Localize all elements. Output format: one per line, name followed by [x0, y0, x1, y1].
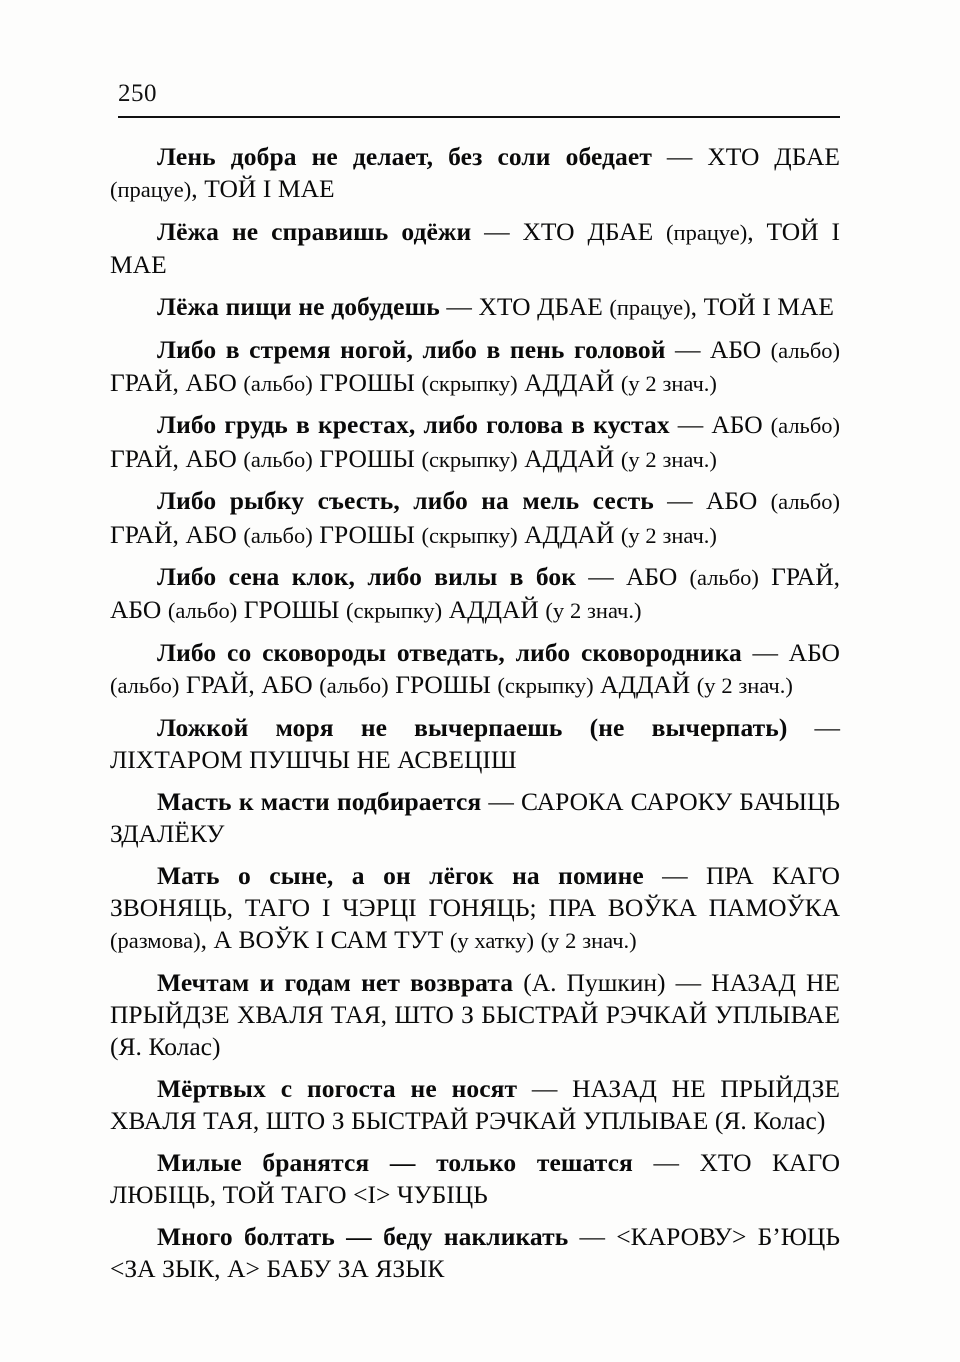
entry-dash: — — [741, 638, 789, 668]
russian-proverb: Лень добра не делает, без соли обедает — [157, 142, 652, 171]
entry-dash: — — [643, 860, 706, 890]
belarusian-equivalent: АБО — [705, 486, 771, 516]
russian-proverb: Либо в стремя ногой, либо в пень головой — [157, 334, 666, 364]
belarusian-equivalent: АДДАЙ — [517, 519, 621, 549]
entry-dash: — — [653, 486, 706, 516]
dictionary-entry — [110, 216, 840, 281]
russian-proverb: Ложкой моря не вычерпаешь (не вычерпать) — [157, 713, 788, 743]
russian-proverb: Мать о сыне, а он лёгок на помине — [157, 860, 644, 890]
belarusian-equivalent: АБО — [711, 410, 771, 440]
belarusian-equivalent: ГРОШЫ — [237, 595, 346, 625]
belarusian-equivalent: , ТОЙ І МАЕ — [191, 174, 335, 204]
belarusian-equivalent: ГРАЙ, АБО — [110, 443, 244, 473]
gloss: (у 2 знач.) — [696, 673, 793, 699]
source-attribution: (Я. Колас) — [714, 1106, 826, 1136]
belarusian-equivalent: АДДАЙ — [517, 367, 621, 397]
russian-proverb: Много болтать — беду накликать — [157, 1221, 569, 1251]
dictionary-entry — [110, 485, 840, 551]
belarusian-equivalent: ГРАЙ, АБО — [179, 670, 320, 700]
gloss: (альбо) — [167, 598, 238, 624]
belarusian-equivalent: ГРАЙ, АБО — [110, 562, 840, 625]
dictionary-entry — [110, 786, 840, 850]
gloss: (скрыпку) — [497, 673, 594, 699]
dictionary-entry — [110, 967, 840, 1064]
russian-proverb: Масть к масти подбирается — [157, 786, 482, 816]
dictionary-entry — [110, 1147, 840, 1211]
russian-proverb: Милые бранятся — только тешатся — [157, 1147, 633, 1177]
belarusian-equivalent: ПРА КАГО ЗВОНЯЦЬ, ТАГО І ЧЭРЦІ ГОНЯЦЬ; ПРА ВОЎКА ПАМОЎКА — [110, 860, 840, 923]
dictionary-entry — [110, 141, 840, 206]
gloss: (працуе) — [110, 177, 192, 203]
entry-dash: — — [632, 1147, 700, 1177]
gloss: (альбо) — [243, 370, 313, 396]
gloss: (працуе) — [609, 294, 691, 320]
entry-dash: — — [651, 142, 708, 171]
dictionary-entry — [110, 334, 840, 400]
belarusian-equivalent: ГРОШЫ — [388, 670, 498, 700]
entry-dash: — — [669, 410, 712, 440]
russian-proverb: Мечтам и годам нет возврата — [157, 967, 514, 997]
entry-list — [110, 141, 840, 1285]
dictionary-entry — [110, 1221, 840, 1285]
russian-proverb: Лёжа пищи не добудешь — [157, 291, 440, 321]
russian-proverb: Либо грудь в крестах, либо голова в кустах — [157, 410, 670, 440]
belarusian-equivalent: <КАРОВУ> Б’ЮЦЬ <ЗА ЗЫК, А> БАБУ ЗА ЯЗЫК — [110, 1221, 840, 1284]
belarusian-equivalent: АДДАЙ — [442, 595, 546, 625]
belarusian-equivalent: НАЗАД НЕ ПРЫЙДЗЕ ХВАЛЯ ТАЯ, ШТО З БЫСТРАЙ РЭЧКАЙ УПЛЫВАЕ — [110, 967, 840, 1030]
entry-dash: — — [665, 334, 710, 364]
gloss: (альбо) — [770, 413, 841, 439]
belarusian-equivalent: , ТОЙ І МАЕ — [110, 216, 840, 280]
gloss: (альбо) — [689, 565, 759, 591]
entry-dash: — — [787, 713, 840, 743]
belarusian-equivalent — [534, 925, 541, 954]
gloss: (у хатку) — [449, 928, 534, 954]
gloss: (альбо) — [319, 673, 389, 699]
russian-proverb: Либо со сковороды отведать, либо сковородника — [157, 638, 742, 668]
belarusian-equivalent: ГРАЙ, АБО — [110, 367, 244, 397]
source-attribution: (Я. Колас) — [110, 1032, 221, 1062]
gloss: (у 2 знач.) — [545, 598, 642, 624]
belarusian-equivalent: , А ВОЎК І САМ ТУТ — [200, 925, 450, 955]
source-attribution: (А. Пушкин) — [513, 967, 666, 997]
belarusian-equivalent: ГРОШЫ — [312, 519, 422, 549]
belarusian-equivalent: , ТОЙ І МАЕ — [690, 291, 834, 321]
gloss: (у 2 знач.) — [540, 928, 637, 954]
gloss: (альбо) — [243, 522, 313, 548]
dictionary-entry — [110, 637, 840, 702]
gloss: (у 2 знач.) — [620, 522, 717, 548]
belarusian-equivalent: ХТО ДБАЕ — [522, 216, 667, 246]
gloss: (скрыпку) — [421, 446, 518, 472]
gloss: (скрыпку) — [346, 598, 443, 624]
dictionary-entry — [110, 291, 840, 324]
belarusian-equivalent: НАЗАД НЕ ПРЫЙДЗЕ ХВАЛЯ ТАЯ, ШТО З БЫСТРАЙ РЭЧКАЙ УПЛЫВАЕ — [110, 1074, 841, 1136]
dictionary-entry — [110, 561, 840, 627]
dictionary-entry — [110, 712, 840, 776]
entry-dash: — — [517, 1074, 573, 1104]
gloss: (альбо) — [110, 673, 180, 699]
gloss: (альбо) — [770, 337, 841, 363]
gloss: (скрыпку) — [421, 370, 518, 396]
entry-dash: — — [471, 216, 523, 246]
dictionary-entry — [110, 409, 840, 475]
belarusian-equivalent: САРОКА САРОКУ БАЧЫЦЬ ЗДАЛЁКУ — [110, 786, 841, 849]
gloss: (размова) — [110, 928, 201, 954]
gloss: (у 2 знач.) — [620, 446, 717, 472]
entry-dash: — — [568, 1221, 617, 1251]
belarusian-equivalent: ХТО КАГО ЛЮБІЦЬ, ТОЙ ТАГО <І> ЧУБІЦЬ — [110, 1147, 840, 1210]
belarusian-equivalent: ХТО ДБАЕ — [478, 291, 610, 321]
gloss: (скрыпку) — [421, 522, 518, 548]
belarusian-equivalent: ГРОШЫ — [312, 443, 422, 473]
page-number: 250 — [118, 80, 157, 107]
belarusian-equivalent: ГРАЙ, АБО — [110, 519, 244, 549]
entry-dash: — — [481, 786, 522, 816]
gloss: (альбо) — [770, 489, 840, 515]
entry-dash: — — [576, 562, 626, 592]
entry-dash: — — [439, 291, 479, 321]
belarusian-equivalent: АБО — [788, 638, 840, 668]
header-rule — [118, 116, 840, 118]
belarusian-equivalent: ХТО ДБАЕ — [707, 142, 841, 171]
belarusian-equivalent: АДДАЙ — [593, 670, 697, 700]
belarusian-equivalent: АБО — [626, 562, 690, 592]
entry-dash: — — [665, 967, 712, 997]
russian-proverb: Мёртвых с погоста не носят — [157, 1074, 518, 1104]
gloss: (альбо) — [243, 446, 313, 472]
belarusian-equivalent: ЛІХТАРОМ ПУШЧЫ НЕ АСВЕЦІШ — [110, 745, 517, 775]
russian-proverb: Лёжа не справишь одёжи — [157, 216, 472, 246]
belarusian-equivalent: ГРОШЫ — [312, 367, 422, 397]
gloss: (у 2 знач.) — [620, 370, 717, 396]
russian-proverb: Либо рыбку съесть, либо на мель сесть — [157, 486, 654, 516]
belarusian-equivalent: АБО — [709, 334, 771, 364]
gloss: (працуе) — [666, 219, 748, 245]
dictionary-entry — [110, 860, 840, 958]
russian-proverb: Либо сена клок, либо вилы в бок — [157, 562, 577, 592]
belarusian-equivalent: АДДАЙ — [517, 443, 621, 473]
dictionary-entry — [110, 1073, 840, 1137]
